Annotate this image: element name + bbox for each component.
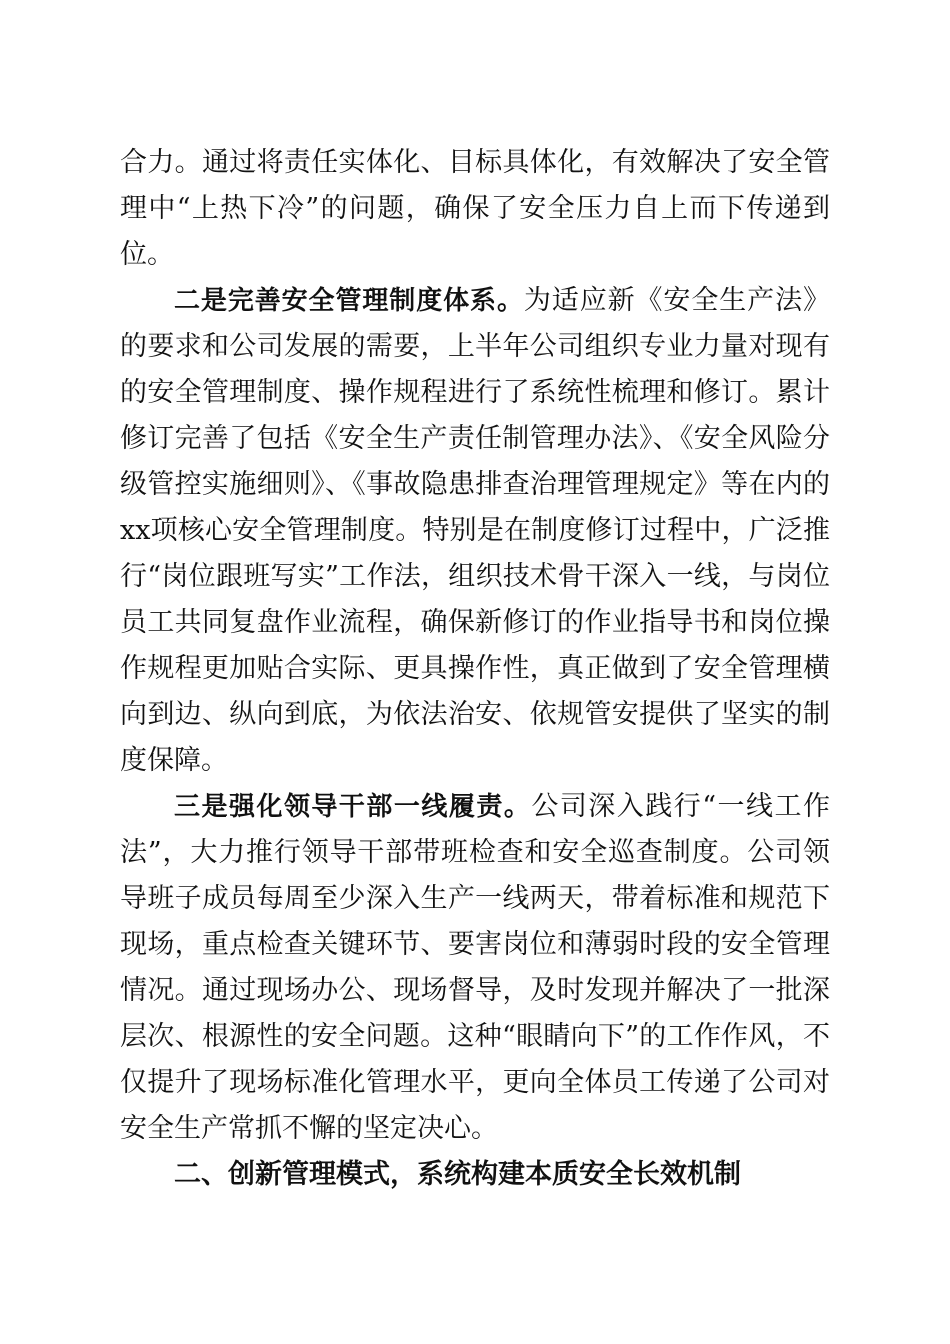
paragraph-text: 为适应新《安全生产法》的要求和公司发展的需要，上半年公司组织专业力量对现有的安全管理制度、操作规程进行了系统性梳理和修订。累计修订完善了包括《安全生产责任制管理办法》、《安全风险分级管控实施细则》、《事故隐患排查治理管理规定》等在内的xx项核心安全管理制度。特别是在制度修订过程中，广泛推行“岗位跟班写实”工作法，组织技术骨干深入一线，与岗位员工共同复盘作业流程，确保新修订的作业指导书和岗位操作规程更加贴合实际、更具操作性，真正做到了安全管理横向到边、纵向到底，为依法治安、依规管安提供了坚实的制度保障。 xyxy=(120,285,830,776)
paragraph-continuation xyxy=(120,140,830,278)
paragraph-leadership-duty xyxy=(120,784,830,1152)
paragraph-lead: 二是完善安全管理制度体系。 xyxy=(174,286,524,316)
paragraph-text: 公司深入践行“一线工作法”，大力推行领导干部带班检查和安全巡查制度。公司领导班子成员每周至少深入生产一线两天，带着标准和规范下现场，重点检查关键环节、要害岗位和薄弱时段的安全管理情况。通过现场办公、现场督导，及时发现并解决了一批深层次、根源性的安全问题。这种“眼睛向下”的工作作风，不仅提升了现场标准化管理水平，更向全体员工传递了公司对安全生产常抓不懈的坚定决心。 xyxy=(120,791,830,1144)
section-heading: 二、创新管理模式，系统构建本质安全长效机制 xyxy=(174,1159,741,1190)
paragraph-text: 合力。通过将责任实体化、目标具体化，有效解决了安全管理中“上热下冷”的问题，确保了安全压力自上而下传递到位。 xyxy=(120,147,830,270)
paragraph-safety-system xyxy=(120,278,830,784)
paragraph-lead: 三是强化领导干部一线履责。 xyxy=(174,792,532,822)
document-body xyxy=(120,140,830,1198)
